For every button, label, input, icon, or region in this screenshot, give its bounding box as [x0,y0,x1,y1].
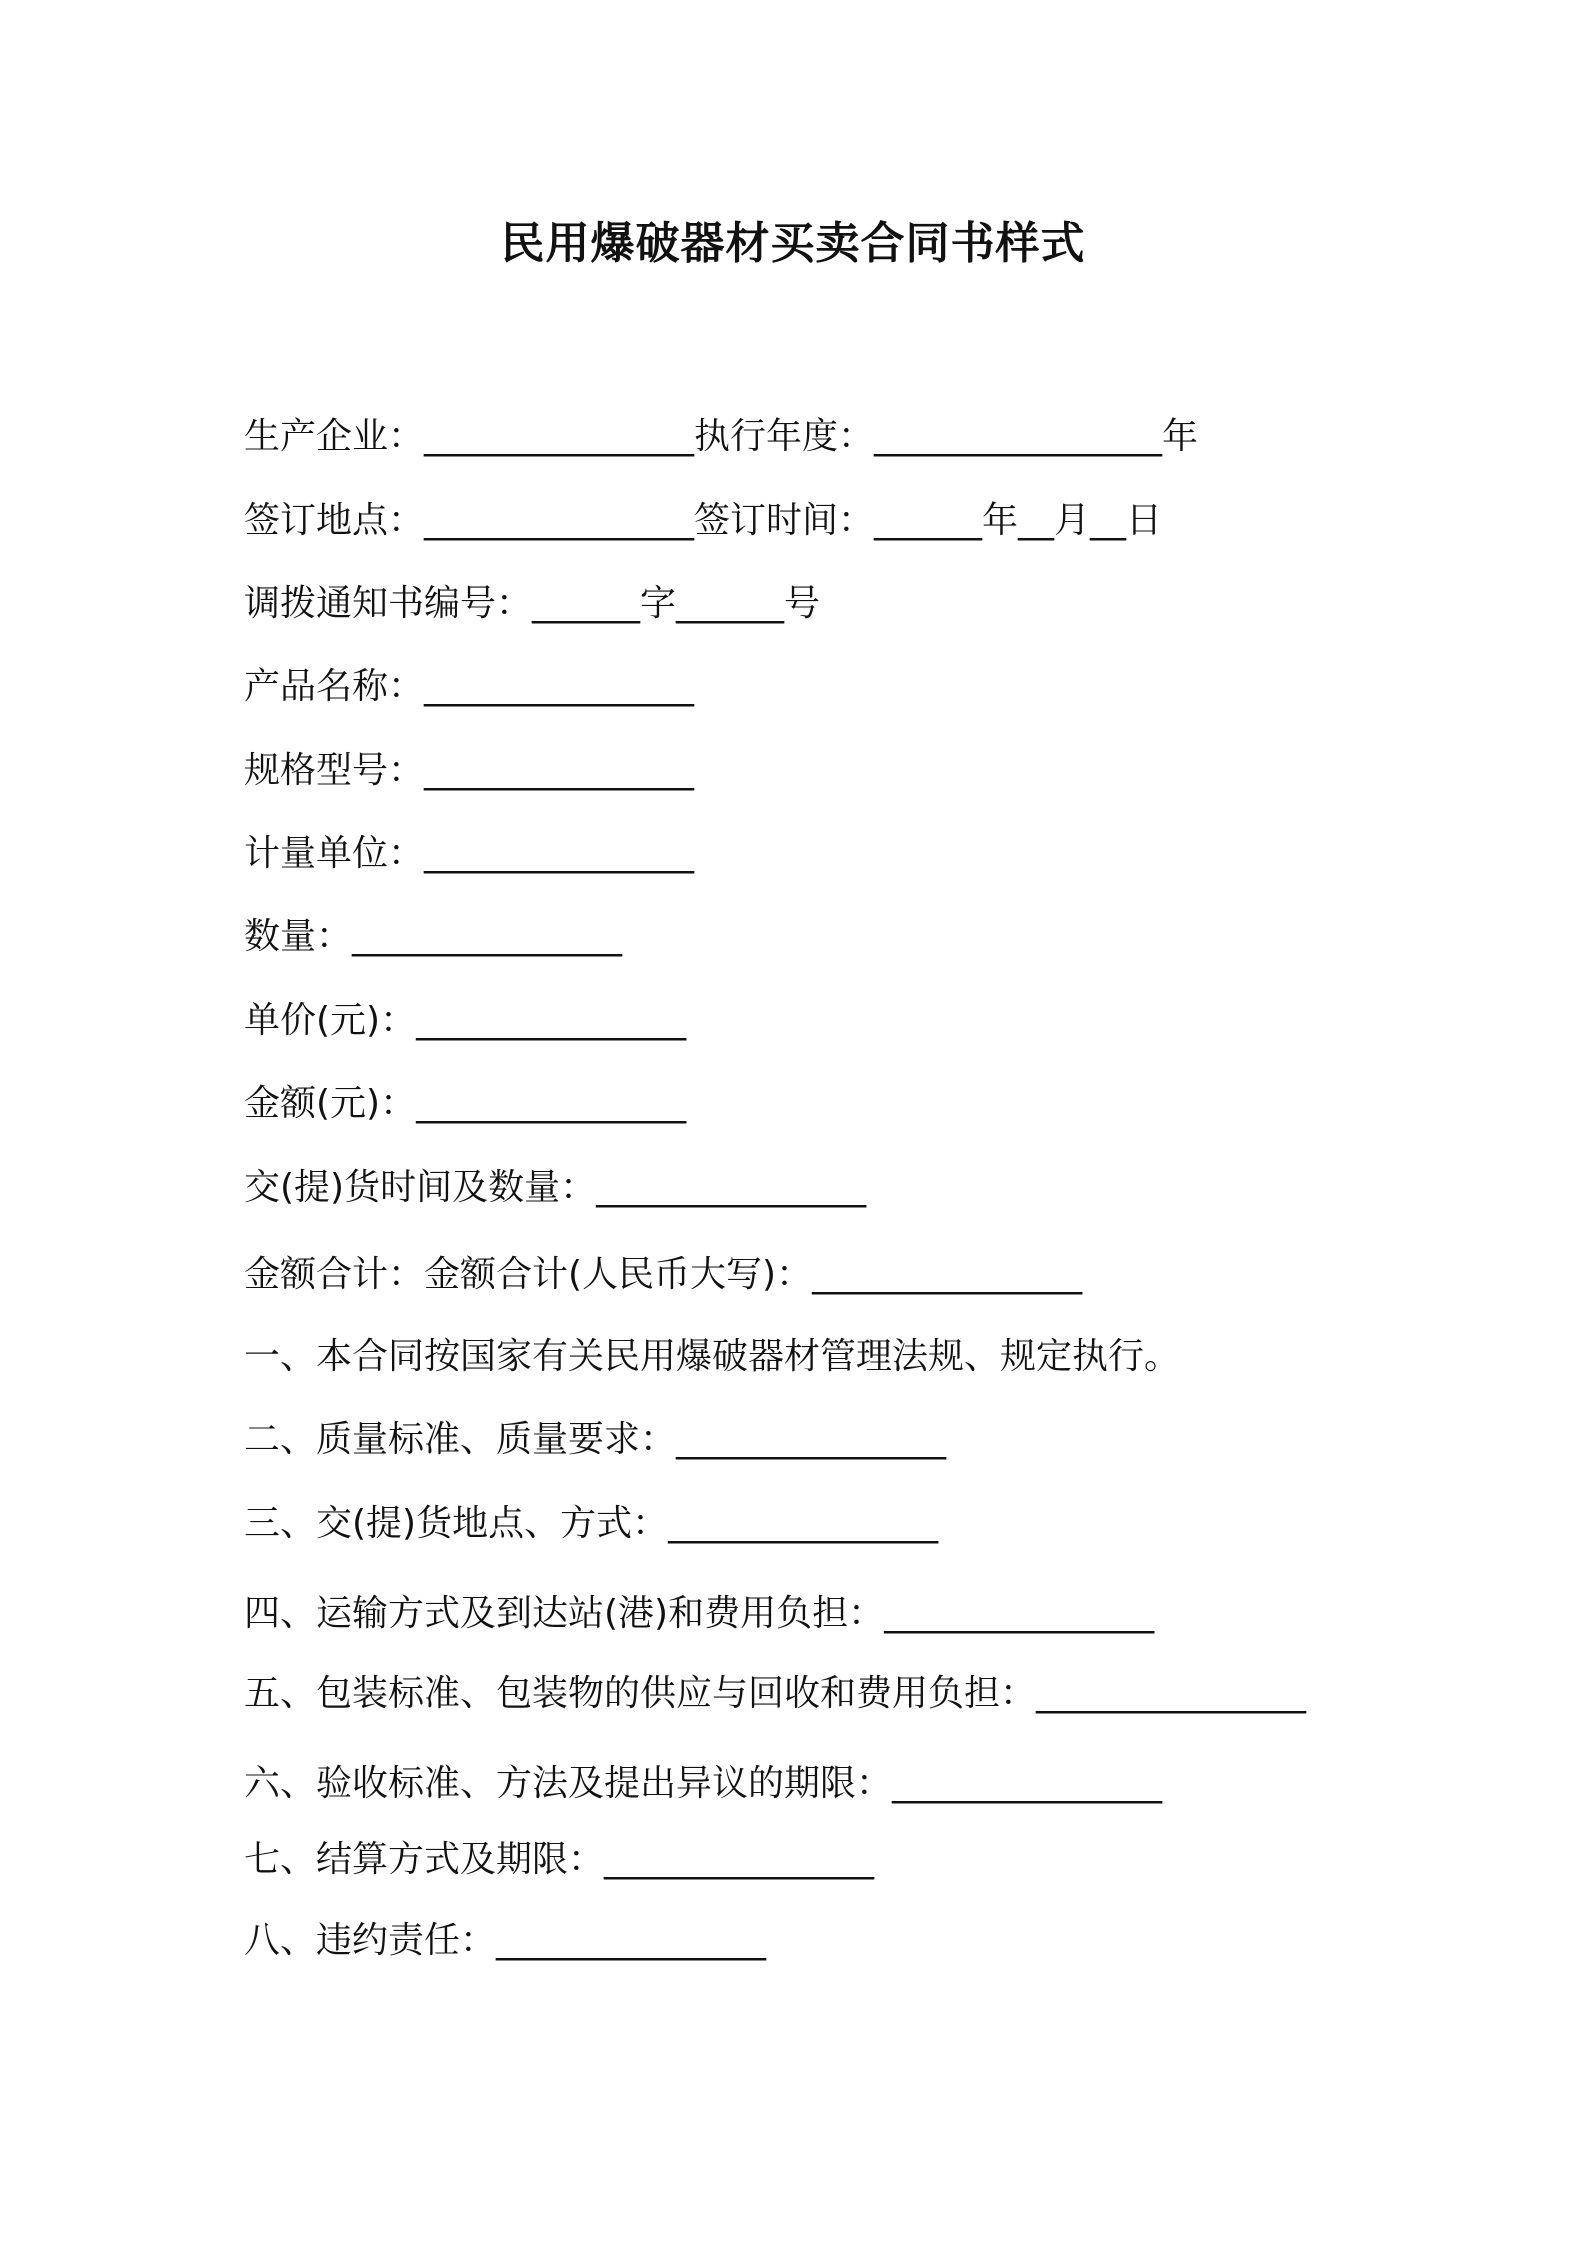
document-title: 民用爆破器材买卖合同书样式 [500,218,1086,269]
field-manufacturer-year: 生产企业：_______________执行年度：________________年 [244,416,1199,457]
field-total-amount: 金额合计：金额合计(人民币大写)：_______________ [244,1254,1083,1295]
clause-6: 六、验收标准、方法及提出异议的期限：_______________ [244,1763,1163,1804]
clause-5: 五、包装标准、包装物的供应与回收和费用负担：_______________ [244,1673,1307,1714]
field-quantity: 数量：_______________ [244,916,623,957]
field-sign-place-time: 签订地点：_______________签订时间：______年__月__日 [244,500,1163,541]
field-measurement-unit: 计量单位：_______________ [244,833,695,874]
clause-3: 三、交(提)货地点、方式：_______________ [244,1503,939,1544]
clause-2: 二、质量标准、质量要求：_______________ [244,1419,947,1460]
clause-8: 八、违约责任：_______________ [244,1920,767,1961]
clause-7: 七、结算方式及期限：_______________ [244,1839,875,1880]
field-specification-model: 规格型号：_______________ [244,750,695,791]
field-allocation-notice-number: 调拨通知书编号：______字______号 [244,583,821,624]
field-unit-price: 单价(元)：_______________ [244,1000,687,1041]
field-product-name: 产品名称：_______________ [244,666,695,707]
clause-1: 一、本合同按国家有关民用爆破器材管理法规、规定执行。 [244,1336,1181,1377]
field-delivery-time-quantity: 交(提)货时间及数量：_______________ [244,1167,867,1208]
field-amount: 金额(元)：_______________ [244,1083,687,1124]
clause-4: 四、运输方式及到达站(港)和费用负担：_______________ [244,1593,1155,1634]
